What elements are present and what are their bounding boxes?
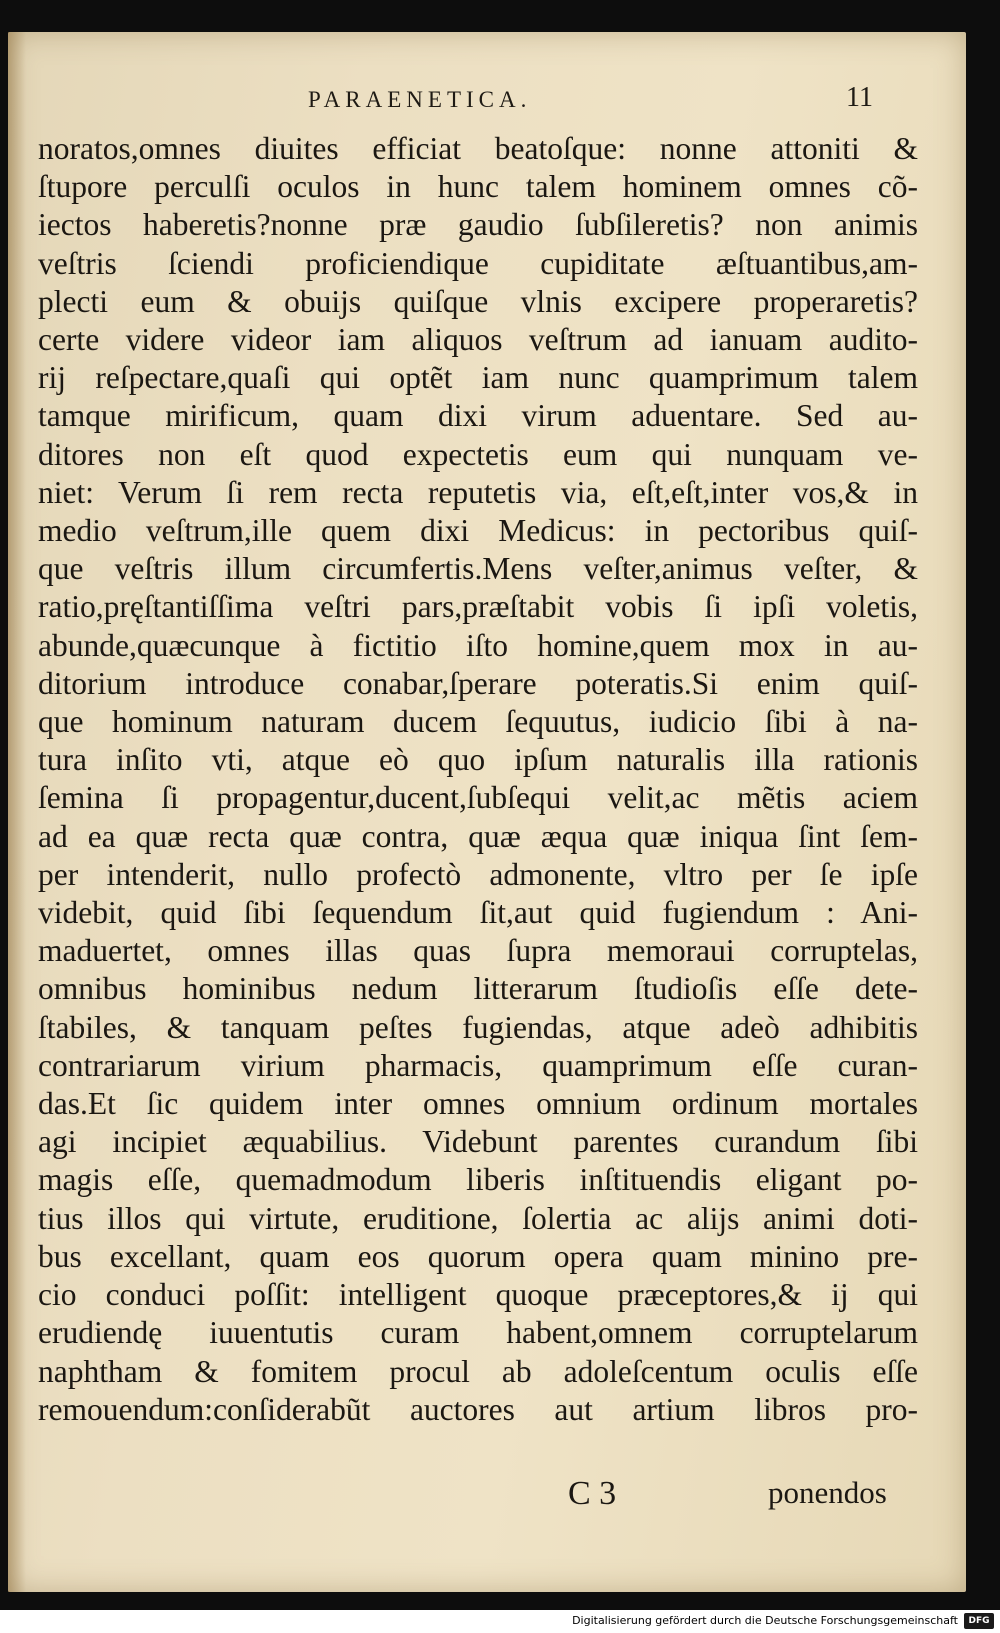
text-line: rij reſpectare,quaſi qui optẽt iam nunc quamprimum talem (38, 360, 918, 396)
text-line: omnibus hominibus nedum litterarum ſtudioſis eſſe dete- (38, 971, 918, 1007)
text-line: das.Et ſic quidem inter omnes omnium ordinum mortales (38, 1086, 918, 1122)
text-line: que hominum naturam ducem ſequutus, iudicio ſibi à na- (38, 704, 918, 740)
text-line: que veſtris illum circumfertis.Mens veſter,animus veſter, & (38, 551, 918, 587)
text-line: cio conduci poſſit: intelligent quoque præceptores,& ij qui (38, 1277, 918, 1313)
text-line: ratio,pręſtantiſſima veſtri pars,præſtabit vobis ſi ipſi voletis, (38, 589, 918, 625)
text-line: ſemina ſi propagentur,ducent,ſubſequi velit,ac mẽtis aciem (38, 780, 918, 816)
text-line: tamque mirificum, quam dixi virum aduentare. Sed au- (38, 398, 918, 434)
running-head: PARAENETICA. (308, 87, 532, 112)
text-line: abunde,quæcunque à fictitio iſto homine,quem mox in au- (38, 627, 918, 663)
catchword: ponendos (768, 1475, 887, 1510)
body-text (38, 130, 918, 1429)
text-line: bus excellant, quam eos quorum opera quam minino pre- (38, 1238, 918, 1274)
text-line: veſtris ſciendi proficiendique cupiditate æſtuantibus,am- (38, 245, 918, 281)
text-line: magis eſſe, quemadmodum liberis inſtituendis eligant po- (38, 1162, 918, 1198)
dfg-logo: DFG (964, 1613, 994, 1629)
book-page (8, 32, 966, 1592)
text-line: iectos haberetis?nonne præ gaudio ſubſileretis? non animis (38, 207, 918, 243)
text-line: medio veſtrum,ille quem dixi Medicus: in pectoribus quiſ- (38, 513, 918, 549)
page-gutter-shadow (8, 32, 26, 1592)
signature-mark: C 3 (568, 1475, 617, 1512)
page-number: 11 (846, 82, 873, 113)
text-line: remouendum:conſiderabũt auctores aut artium libros pro- (38, 1391, 918, 1427)
footer-credit: Digitalisierung gefördert durch die Deutsche Forschungsgemeinschaft (572, 1614, 958, 1627)
text-line: agi incipiet æquabilius. Videbunt parentes curandum ſibi (38, 1124, 918, 1160)
text-line: noratos,omnes diuites efficiat beatoſque: nonne attoniti & (38, 131, 918, 166)
text-line: erudiendę iuuentutis curam habent,omnem corruptelarum (38, 1315, 918, 1351)
text-line: maduertet, omnes illas quas ſupra memoraui corruptelas, (38, 933, 918, 969)
text-line: ſtabiles, & tanquam peſtes fugiendas, atque adeò adhibitis (38, 1009, 918, 1045)
footer-bar (0, 1610, 1000, 1633)
text-line: naphtham & fomitem procul ab adoleſcentum oculis eſſe (38, 1353, 918, 1389)
text-line: plecti eum & obuijs quiſque vlnis excipere properaretis? (38, 283, 918, 319)
text-line: certe videre videor iam aliquos veſtrum ad ianuam audito- (38, 322, 918, 358)
text-line: tura inſito vti, atque eò quo ipſum naturalis illa rationis (38, 742, 918, 778)
text-line: ditores non eſt quod expectetis eum qui nunquam ve- (38, 436, 918, 472)
text-line: contrariarum virium pharmacis, quamprimum eſſe curan- (38, 1047, 918, 1083)
text-line: ſtupore perculſi oculos in hunc talem hominem omnes cõ- (38, 169, 918, 205)
text-line: ditorium introduce conabar,ſperare poteratis.Si enim quiſ- (38, 665, 918, 701)
text-line: videbit, quid ſibi ſequendum ſit,aut quid fugiendum : Ani- (38, 895, 918, 931)
text-line: niet: Verum ſi rem recta reputetis via, eſt,eſt,inter vos,& in (38, 474, 918, 510)
text-line: tius illos qui virtute, eruditione, ſolertia ac alijs animi doti- (38, 1200, 918, 1236)
text-line: ad ea quæ recta quæ contra, quæ æqua quæ iniqua ſint ſem- (38, 818, 918, 854)
text-line: per intenderit, nullo profectò admonente, vltro per ſe ipſe (38, 856, 918, 892)
